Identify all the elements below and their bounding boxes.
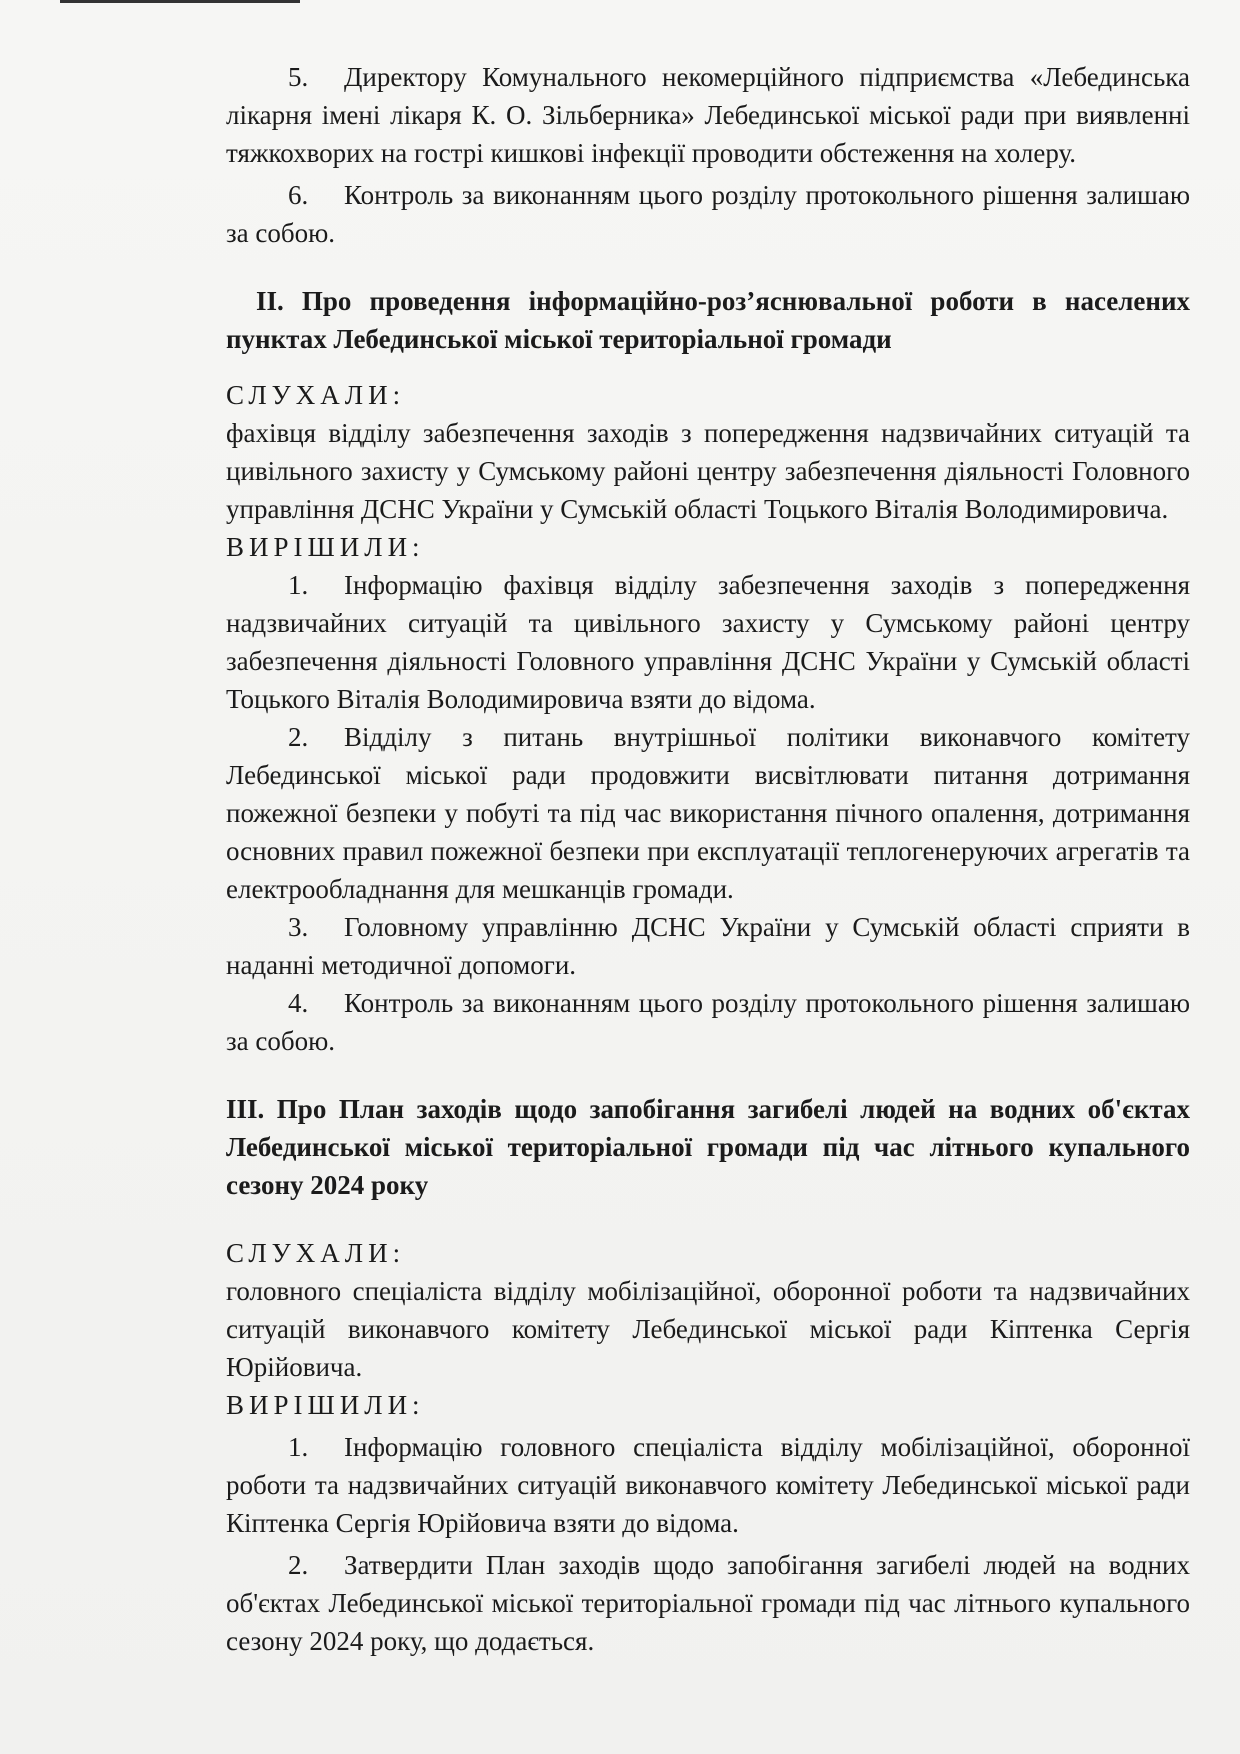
item-number: 1. — [288, 570, 309, 600]
section3-item-2 — [226, 1546, 1190, 1660]
item-number: 5. — [288, 62, 309, 92]
section2-item-3 — [226, 908, 1190, 984]
item-number: 2. — [288, 722, 309, 752]
item-number: 4. — [288, 988, 309, 1018]
section3-decided-label: ВИРІШИЛИ: — [226, 1390, 425, 1420]
item-number: 6. — [288, 180, 309, 210]
item-text: Інформацію головного спеціаліста відділу мобілізаційної, оборонної роботи та надзвичайних ситуацій виконавчого комітету Лебединської міської ради Кіптенка Сергія Юрійовича взяти до відома. — [226, 1432, 1190, 1538]
scan-edge-mark — [60, 0, 300, 3]
protocol-body — [226, 58, 1190, 1660]
item-text: Контроль за виконанням цього розділу протокольного рішення залишаю за собою. — [226, 988, 1190, 1056]
item-text: Головному управлінню ДСНС України у Сумській області сприяти в наданні методичної допомоги. — [226, 912, 1190, 980]
item-text: Інформацію фахівця відділу забезпечення заходів з попередження надзвичайних ситуацій та цивільного захисту у Сумському районі центру забезпечення діяльності Головного управління ДСНС України у Сумській області Тоцького Віталія Володимировича взяти до відома. — [226, 570, 1190, 714]
item-number: 1. — [288, 1432, 309, 1462]
item-text: Контроль за виконанням цього розділу протокольного рішення залишаю за собою. — [226, 180, 1190, 248]
section2-heard-text: фахівця відділу забезпечення заходів з попередження надзвичайних ситуацій та цивільного захисту у Сумському районі центру забезпечення діяльності Головного управління ДСНС України у Сумській області Тоцького Віталія Володимировича. — [226, 418, 1190, 524]
section2-item-2 — [226, 718, 1190, 908]
item-text: Директору Комунального некомерційного підприємства «Лебединська лікарня імені лікаря К. О. Зільберника» Лебединської міської ради при виявленні тяжкохворих на гострі кишкові інфекції проводити обстеження на холеру. — [226, 62, 1190, 168]
section3-heard-text: головного спеціаліста відділу мобілізаційної, оборонної роботи та надзвичайних ситуацій виконавчого комітету Лебединської міської ради Кіптенка Сергія Юрійовича. — [226, 1276, 1190, 1382]
section2-item-4 — [226, 984, 1190, 1060]
item-text: Затвердити План заходів щодо запобігання загибелі людей на водних об'єктах Лебединської міської територіальної громади під час літнього купального сезону 2024 року, що додається. — [226, 1550, 1190, 1656]
section1-item-5 — [226, 58, 1190, 172]
section2-title: II. Про проведення інформаційно-роз’яснювальної роботи в населених пунктах Лебединської міської територіальної громади — [226, 286, 1190, 354]
section2-item-1 — [226, 566, 1190, 718]
section3-title: III. Про План заходів щодо запобігання загибелі людей на водних об'єктах Лебединської міської територіальної громади під час літнього купального сезону 2024 року — [226, 1094, 1190, 1200]
item-text: Відділу з питань внутрішньої політики виконавчого комітету Лебединської міської ради продовжити висвітлювати питання дотримання пожежної безпеки у побуті та під час використання пічного опалення, дотримання основних правил пожежної безпеки при експлуатації теплогенеруючих агрегатів та електрообладнання для мешканців громади. — [226, 722, 1190, 904]
section2-decided-label: ВИРІШИЛИ: — [226, 532, 425, 562]
section3-heard-label: СЛУХАЛИ: — [226, 1238, 406, 1268]
section2-heard-label: СЛУХАЛИ: — [226, 380, 406, 410]
section3-item-1 — [226, 1428, 1190, 1542]
item-number: 3. — [288, 912, 309, 942]
section1-item-6 — [226, 176, 1190, 252]
item-number: 2. — [288, 1550, 309, 1580]
